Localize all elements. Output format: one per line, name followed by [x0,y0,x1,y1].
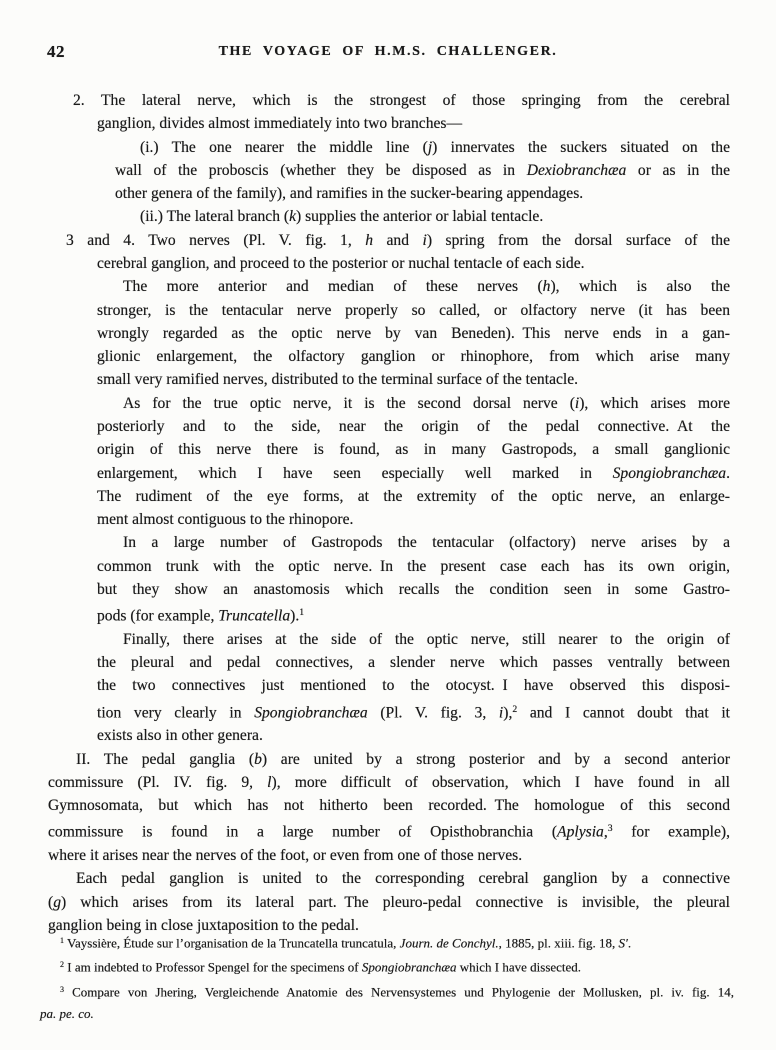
text-segment: pods (for example, [97,607,219,625]
body-line [97,462,730,485]
body-line [97,555,730,578]
footnote-marker: 3 [60,984,65,994]
text-segment: ) spring from the dorsal surface of the [426,231,730,249]
body-line [97,651,730,674]
text-segment: common trunk with the optic nerve. In the present case each has its own origin, [97,557,730,575]
text-segment: ment almost contiguous to the rhinopore. [97,511,354,529]
italic-term: i [498,703,504,721]
body-line [123,275,730,298]
text-segment: II. The pedal ganglia ( [76,750,255,768]
body-line [140,205,730,228]
footnote-line [40,979,734,1003]
text-segment: Compare von Jhering, Vergleichende Anatomie des Nervensystemes und Phylogenie der Mollusken, pl. iv. fig. 14, [64,984,734,1000]
italic-term: g [53,893,61,911]
text-segment: and I cannot doubt that it [517,703,731,721]
italic-term: Aplysia [557,823,604,841]
text-segment: ), which arises more [579,394,730,412]
text-segment: but they show an anastomosis which recalls the condition seen in some Gastro- [97,580,730,598]
footnote-marker: 2 [512,703,518,715]
italic-term: b [254,750,262,768]
text-segment: commissure (Pl. IV. fig. 9, [48,773,268,791]
text-segment: the two connectives just mentioned to the otocyst. I have observed this disposi- [97,677,730,695]
text-segment: for example), [612,823,731,841]
text-segment: the pleural and pedal connectives, a slender nerve which passes ventrally between [97,654,730,672]
italic-term: i [422,231,427,249]
body-line [48,748,730,771]
text-segment: As for the true optic nerve, it is the second dorsal nerve ( [123,394,575,412]
text-segment: where it arises near the nerves of the foot, or even from one of those nerves. [48,846,523,864]
body-line [115,182,730,205]
footnote-marker: 1 [299,607,305,619]
text-segment: 2. The lateral nerve, which is the strongest of those springing from the cerebral [73,92,730,109]
text-segment: ) innervates the suckers situated on the [432,138,730,156]
text-segment: (Pl. V. fig. 3, [367,703,499,721]
body-line [97,698,730,725]
text-segment: or as in the [626,161,730,179]
body-line [66,229,730,252]
text-segment: ), more difficult of observation, which I have found in all [271,773,730,791]
text-segment: . [726,464,730,482]
text-segment: In a large number of Gastropods the tentacular (olfactory) nerve arises by a [123,534,730,552]
body-line [97,415,730,438]
text-segment: commissure is found in a large number of Opisthobranchia ( [48,823,558,841]
text-segment: ( [48,893,54,911]
body-line [123,531,730,554]
body-line [97,252,730,275]
footnote-line [40,1003,734,1025]
text-segment: The more anterior and median of these nerves ( [123,278,543,296]
text-segment: . [627,935,632,951]
body-line [123,392,730,415]
body-line [97,508,730,531]
italic-term: h [365,231,374,249]
italic-term: k [289,208,296,226]
italic-term: i [574,394,580,412]
text-segment: origin of this nerve there is found, as in many Gastropods, a small ganglionic [97,441,730,459]
text-segment: Gymnosomata, but which has not hitherto been recorded. The homologue of this second [48,797,730,815]
text-segment: ). [290,607,300,625]
text-segment: cerebral ganglion, and proceed to the posterior or nuchal tentacle of each side. [97,254,585,272]
body-line [73,89,730,112]
italic-term: l [267,773,272,791]
footnote-marker: 3 [607,823,613,835]
text-segment: which I have dissected. [456,959,582,975]
footnote-marker: 2 [60,960,65,970]
footnote-marker: 1 [60,936,65,945]
body-text [48,89,730,937]
text-segment: ) which arises from its lateral part. The pleuro-pedal connective is invisible, the pleural [61,893,730,911]
footnotes [40,930,734,1025]
text-segment: wrongly regarded as the optic nerve by van Beneden). This nerve ends in a gan- [97,324,730,342]
text-segment: posteriorly and to the side, near the origin of the pedal connective. At the [97,417,730,435]
text-segment: 3 and 4. Two nerves (Pl. V. fig. 1, [66,231,366,249]
text-segment: (i.) The one nearer the middle line ( [140,138,428,156]
italic-term: pa. pe. co. [40,1006,94,1022]
text-segment: tion very clearly in [97,703,255,721]
body-line [123,628,730,651]
body-line [97,578,730,601]
body-line [97,438,730,461]
body-line [97,345,730,368]
body-line [97,322,730,345]
text-segment: other genera of the family), and ramifies in the sucker-bearing appendages. [115,185,584,203]
text-segment: , [603,823,608,841]
italic-term: Spongiobranchæa [361,959,457,975]
body-line [48,867,730,890]
page-number: 42 [47,42,65,61]
body-line [48,844,730,867]
footnote-line [40,930,734,954]
body-line [97,601,730,628]
text-segment: ganglion, divides almost immediately into two branches— [97,115,463,133]
text-segment: wall of the proboscis (whether they be disposed as in [115,161,527,179]
text-segment: ), [503,703,513,721]
italic-term: S′ [618,935,628,951]
text-segment: Each pedal ganglion is united to the corresponding cerebral ganglion by a connective [76,870,730,888]
text-segment: The rudiment of the eye forms, at the extremity of the optic nerve, an enlarge- [97,487,730,505]
italic-term: Journ. de Conchyl. [399,935,499,951]
text-segment: Finally, there arises at the side of the optic nerve, still nearer to the origin of [123,630,730,648]
text-segment: ) supplies the anterior or labial tentacle. [296,208,544,226]
text-segment: and [373,231,423,249]
body-line [48,771,730,794]
text-segment: enlargement, which I have seen especially well marked in [97,464,613,482]
text-segment: ganglion being in close juxtaposition to the pedal. [48,916,359,934]
italic-term: j [427,138,433,156]
italic-term: Dexiobranchæa [526,161,627,179]
text-segment: I am indebted to Professor Spengel for the specimens of [64,959,362,975]
text-segment: Vayssière, Étude sur l’organisation de la Truncatella truncatula, [64,935,400,951]
body-line [97,485,730,508]
italic-term: h [542,278,551,296]
text-segment: exists also in other genera. [97,727,263,745]
text-segment: , 1885, pl. xiii. fig. 18, [498,935,619,951]
text-segment: (ii.) The lateral branch ( [140,208,290,226]
body-line [115,159,730,182]
body-line [48,891,730,914]
italic-term: Truncatella [218,607,291,625]
body-line [97,112,730,135]
italic-term: Spongiobranchæa [254,703,368,721]
body-line [140,136,730,159]
body-line [97,299,730,322]
footnote-line [40,954,734,978]
body-line [97,724,730,747]
text-segment: stronger, is the tentacular nerve properly so called, or olfactory nerve (it has been [97,301,730,319]
body-line [97,368,730,391]
text-segment: ), which is also the [550,278,730,296]
text-segment: small very ramified nerves, distributed to the terminal surface of the tentacle. [97,371,579,389]
body-line [97,674,730,697]
italic-term: Spongiobranchæa [612,464,727,482]
text-segment: glionic enlargement, the olfactory ganglion or rhinophore, from which arise many [97,348,730,366]
body-line [48,794,730,817]
text-segment: ) are united by a strong posterior and by a second anterior [261,750,730,768]
running-title: THE VOYAGE OF H.M.S. CHALLENGER. [218,44,558,59]
body-line [48,817,730,844]
